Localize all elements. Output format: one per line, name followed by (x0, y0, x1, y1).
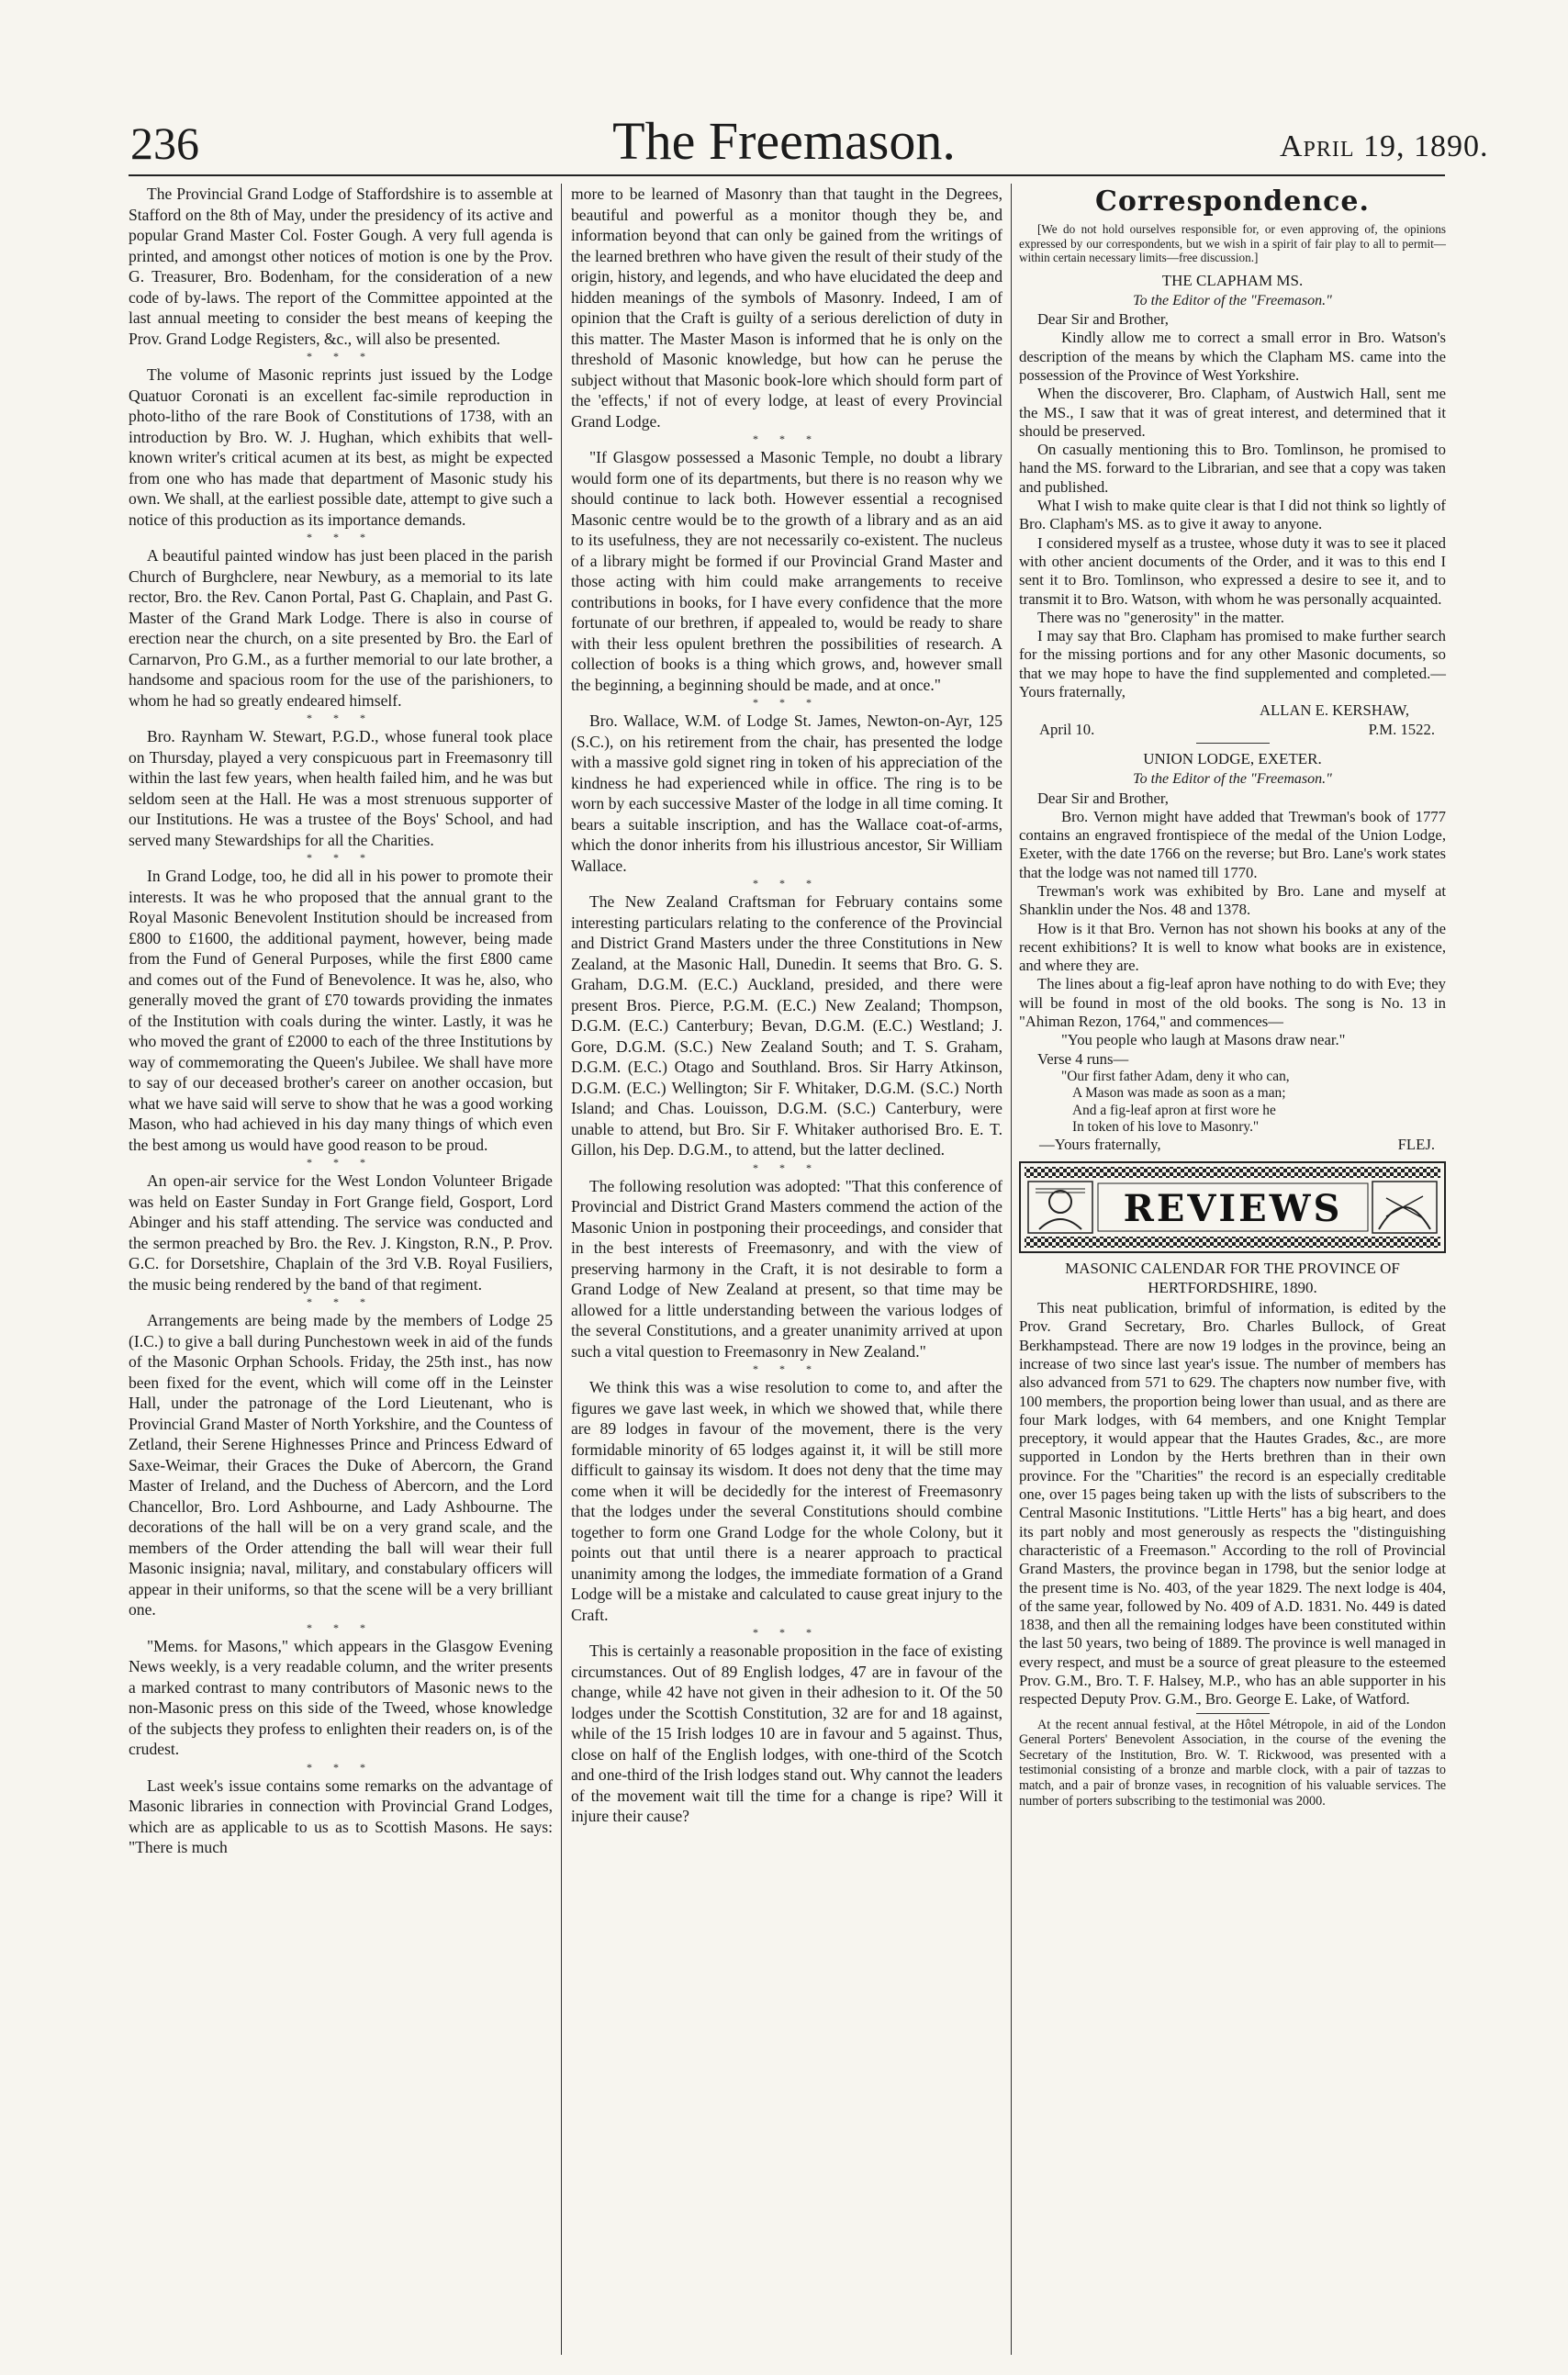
article-paragraph: A beautiful painted window has just been placed in the parish Church of Burghclere, near Newbury, as a memorial to its late rector, Bro. the Rev. Canon Portal, Past G. Chaplain, and Past G. Master of the Grand Mark Lodge. There is also in course of erection near the church, on a site presented by Bro. the Earl of Carnarvon, Pro G.M., as a further memorial to our late brother, a handsome and spacious room for the use of the parishioners, to whom he had so greatly endeared himself. (129, 546, 553, 710)
section-separator: * * * (753, 877, 821, 890)
letter-signature: FLEJ. (1397, 1136, 1435, 1154)
letter-dateline (1019, 721, 1446, 739)
letter-date: April 10. (1039, 720, 1095, 738)
section-separator: * * * (307, 1156, 375, 1169)
divider (1196, 743, 1270, 744)
column-1 (129, 184, 553, 1858)
column-3 (1019, 184, 1446, 1809)
letter-paragraph: I considered myself as a trustee, whose duty it was to see it placed with other ancient documents of the Order, and it was to this end I sent it to Bro. Tomlinson, who expressed a desire to see it, and to transmit it to Bro. Watson, with whom he was personally acquainted. (1019, 533, 1446, 608)
column-divider (561, 184, 562, 2355)
divider (1196, 1713, 1270, 1714)
article-paragraph: The following resolution was adopted: "That this conference of Provincial and District Grand Masters commend the action of the Masonic Union in postponing their proceedings, and consider that in the best interests of Freemasonry, and with the view of preserving harmony in the Craft, it is not desirable to form a Grand Lodge of New Zealand at present, so that time may be allowed for a little understanding between the various lodges of the several Constitutions, and a greater unanimity arrived at upon such a vital question to Freemasonry in New Zealand." (571, 1176, 1002, 1361)
letter-paragraph: There was no "generosity" in the matter. (1037, 608, 1284, 626)
reviews-banner-label: REVIEWS (1123, 1187, 1343, 1231)
article-paragraph: "Mems. for Masons," which appears in the Glasgow Evening News weekly, is a very readable column, and the writer presents a marked contrast to many contributors of Masonic news to the non-Masonic press on this side of the Tweed, whose knowledge of the subjects they profess to enlighten their readers on, is of the crudest. (129, 1636, 553, 1758)
article-paragraph: Last week's issue contains some remarks on the advantage of Masonic libraries in connection with Provincial Grand Lodges, which are as applicable to us as to Scottish Masons. He says: "There is much (129, 1776, 553, 1856)
letter-signature: ALLAN E. KERSHAW, (1259, 701, 1409, 720)
letter-paragraph: Bro. Vernon might have added that Trewman's book of 1777 contains an engraved frontispiece of the medal of the Union Lodge, Exeter, with the date 1766 on the reverse; but Bro. Lane's work states that the lodge was not named till 1770. (1019, 807, 1446, 881)
editorial-notice: [We do not hold ourselves responsible for, or even approving of, the opinions expressed by our correspondents, but we wish in a spirit of fair play to all to permit—within certain necessary limits—free discussion.] (1019, 222, 1446, 264)
section-separator: * * * (753, 1362, 821, 1375)
review-body: This neat publication, brimful of information, is edited by the Prov. Grand Secretary, Bro. Charles Bullock, of Great Berkhampstead. There are now 19 lodges in the province, being an increase of two since last year's issue. The number of members has also advanced from 571 to 629. The chapters now number five, with 100 members, the proportion being lower than usual, and as there are four Mark lodges, with 64 members, and one Knight Templar preceptory, it would appear that the Hautes Grades, &c., are more supported in London by the Herts brethren than in their own province. For the "Charities" the record is an especially creditable one, over 15 pages being taken up with the lists of subscribers to the Central Masonic Institutions. "Little Herts" has a big heart, and does its part nobly and most generously as respects the "distinguishing characteristic of a Freemason." According to the roll of Provincial Grand Masters, the province began in 1798, but the senior lodge at the present time is No. 403, of the year 1829. The next lodge is 404, of the same year, followed by No. 409 of A.D. 1831. No. 449 is dated 1838, and then all the remaining lodges have been constituted within the last 50 years, two being of 1889. The province is well managed in every respect, and must be a source of great pleasure to the esteemed Prov. G.M., Bro. T. F. Halsey, M.P., who has an able supporter in his respected Deputy Prov. G.M., Bro. George E. Lake, of Watford. (1019, 1299, 1446, 1708)
letter-salutation: Dear Sir and Brother, (1037, 789, 1169, 807)
section-separator: * * * (307, 531, 375, 543)
article-paragraph: Bro. Raynham W. Stewart, P.G.D., whose funeral took place on Thursday, played a very conspicuous part in Freemasonry till within the last few years, when health failed him, and he was but seldom seen at the Hall. He was a most strenuous supporter of our Institutions. He was a trustee of the Boys' School, and had served many Stewardships for all the Charities. (129, 727, 553, 849)
newspaper-title: The Freemason. (612, 111, 956, 171)
letter-addressee: To the Editor of the "Freemason." (1133, 292, 1332, 308)
article-paragraph: Arrangements are being made by the members of Lodge 25 (I.C.) to give a ball during Punchestown week in aid of the funds of the Masonic Orphan Schools. Friday, the 25th inst., has now been fixed for the event, which will come off in the Leinster Hall, under the patronage of the Lord Lieutenant, who is Provincial Grand Master of North Yorkshire, and the Countess of Zetland, their Serene Highnesses Prince and Princess Edward of Saxe-Weimar, their Graces the Duke of Abercorn, the Grand Master of Ireland, and the Duchess of Abercorn, and the Lord Chancellor, Bro. Lord Ashbourne, and Lady Ashbourne. The decorations of the hall will be on a very grand scale, and the members of the Order attending the ball will wear their full Masonic insignia; naval, military, and constabulary officers will appear in their uniforms, so that the scene will be a very brilliant one. (129, 1311, 553, 1619)
letter-paragraph: When the discoverer, Bro. Clapham, of Austwich Hall, sent me the MS., I saw that it was of great interest, and determined that it should be preserved. (1019, 385, 1446, 440)
reviews-banner (1019, 1161, 1446, 1253)
news-note: At the recent annual festival, at the Hôtel Métropole, in aid of the London General Porters' Benevolent Association, in the course of the evening the Secretary of the Institution, Bro. W. T. Rickwood, was presented with a testimonial consisting of a bronze and marble clock, with a pair of tazzas to match, and a pair of bronze vases, in recognition of his valuable services. The number of porters subscribing to the testimonial was 2000. (1019, 1717, 1446, 1809)
letter-title: UNION LODGE, EXETER. (1143, 749, 1322, 767)
ornament-left-icon (1028, 1182, 1092, 1233)
column-divider (1011, 184, 1012, 2355)
article-paragraph: We think this was a wise resolution to come to, and after the figures we gave last week, in which we showed that, while there are 89 lodges in favour of the movement, there is the very formidable minority of 65 lodges against it, it will be still more difficult to gainsay its wisdom. It does not deny that the time may come when it will be decidedly for the interest of Freemasonry that the lodges under the several Constitutions should combine together to form one Grand Lodge for the whole Colony, but it points out that until there is a nearer approach to practical unanimity among the lodges, the immediate formation of a Grand Lodge will be a mistake and calculated to cause great injury to the Craft. (571, 1378, 1002, 1624)
section-separator: * * * (307, 851, 375, 864)
letter-paragraph: Kindly allow me to correct a small error in Bro. Watson's description of the means by which the Clapham MS. came into the possession of the Province of West Yorkshire. (1019, 329, 1446, 384)
article-paragraph: This is certainly a reasonable proposition in the face of existing circumstances. Out of 89 English lodges, 47 are in favour of the change, while 42 have not given in their adhesion to it. Of the 50 lodges under the Scottish Constitution, 32 are for and 18 against, while of the 15 Irish lodges 10 are in favour and 5 against. Thus, close on half of the English lodges, with one-third of the Scotch and one-third of the Irish lodges stand out. Why cannot the leaders of the movement wait till the time for a change is ripe? Will it injure their cause? (571, 1641, 1002, 1825)
masthead (0, 0, 1568, 184)
section-separator: * * * (307, 1295, 375, 1308)
section-separator: * * * (753, 1160, 821, 1174)
article-paragraph: The Provincial Grand Lodge of Staffordshire is to assemble at Stafford on the 8th of May, under the presidency of its active and popular Grand Master Col. Foster Gough. A very full agenda is printed, and amongst other notices of motion is one by the Prov. G. Treasurer, Bro. Bodenham, for the consideration of a new code of by-laws. The report of the Committee appointed at the last annual meeting to consider the best means of keeping the Prov. Grand Lodge Registers, &c., will also be presented. (129, 185, 553, 348)
section-separator: * * * (753, 696, 821, 709)
section-separator: * * * (307, 1620, 375, 1634)
ornament-right-icon (1372, 1182, 1437, 1233)
article-paragraph: An open-air service for the West London Volunteer Brigade was held on Easter Sunday in Fort Grange field, Gosport, Lord Abinger and his staff attending. The service was conducted and the sermon preached by Bro. the Rev. J. Kingston, R.N., P. Prov. G.C. for Dorsetshire, Chaplain of the 3rd V.B. Royal Fusiliers, the music being rendered by the band of that regiment. (129, 1171, 553, 1294)
letter-paragraph: I may say that Bro. Clapham has promised to make further search for the missing portions and for any other Masonic documents, so that we may hope to have the find supplemented and completed.—Yours fraternally, (1019, 627, 1446, 701)
verse-block (1061, 1069, 1446, 1136)
letter-closing: —Yours fraternally, (1039, 1136, 1161, 1154)
article-paragraph: The volume of Masonic reprints just issued by the Lodge Quatuor Coronati is an excellent fac-simile reproduction in photo-litho of the rare Book of Constitutions of 1738, with an introduction by Bro. W. J. Hughan, which exhibits that well-known writer's critical acumen at its best, as might be expected from one who has made that department of Masonic study his own. We shall, at the earliest possible date, attempt to give such a notice of this production as its importance demands. (129, 365, 553, 529)
article-paragraph: The New Zealand Craftsman for February contains some interesting particulars relating to the conference of the Provincial and District Grand Masters under the three Constitutions in New Zealand, at the Masonic Hall, Dunedin. It seems that Bro. G. S. Graham, D.G.M. (E.C.) Auckland, presided, and there were present Bros. Pierce, P.G.M. (E.C.) New Zealand; Thompson, D.G.M. (E.C.) Canterbury; Bevan, D.G.M. (E.C.) Westland; J. Gore, D.G.M. (S.C.) New Zealand South; and T. S. Graham, D.G.M. (E.C.) Otago and Southland. Bros. Sir Harry Atkinson, D.G.M. (E.C.) Wellington; Sir F. Whitaker, D.G.M. (S.C.) North Island; and Chas. Louisson, D.G.M. (S.C.) Canterbury, were unable to attend, but Bro. Sir F. Whitaker authorised Bro. E. T. Gillon, his Dep. D.G.M., to attend, but the latter declined. (571, 892, 1002, 1159)
section-separator: * * * (307, 350, 375, 363)
section-separator: * * * (307, 711, 375, 724)
article-paragraph: Bro. Wallace, W.M. of Lodge St. James, Newton-on-Ayr, 125 (S.C.), on his retirement from the chair, has presented the lodge with a massive gold signet ring in token of his appreciation of the kindness he had experienced while in office. The ring is to be worn by each successive Master of the lodge in all time coming. It bears a suitable inscription, and has the Wallace coat-of-arms, which the donor inherits from his illustrious ancestor, Sir William Wallace. (571, 711, 1002, 875)
review-title: MASONIC CALENDAR FOR THE PROVINCE OF HERTFORDSHIRE, 1890. (1065, 1260, 1400, 1296)
verse-line: A Mason was made as soon as a man; (1072, 1085, 1286, 1102)
letter-paragraph: What I wish to make quite clear is that I did not think so lightly of Bro. Clapham's MS. as to give it away to anyone. (1019, 497, 1446, 533)
letter-addressee: To the Editor of the "Freemason." (1133, 771, 1332, 788)
verse-line: In token of his love to Masonry." (1072, 1118, 1260, 1135)
masthead-rule (129, 174, 1445, 176)
verse-intro: Verse 4 runs— (1037, 1049, 1129, 1068)
letter-salutation: Dear Sir and Brother, (1037, 310, 1169, 329)
correspondence-heading: Correspondence. (1095, 185, 1370, 218)
section-separator: * * * (753, 432, 821, 445)
section-separator: * * * (753, 1626, 821, 1639)
letter-title: THE CLAPHAM MS. (1161, 271, 1304, 289)
letter-paragraph: How is it that Bro. Vernon has not shown his books at any of the recent exhibitions? It is well to know what books are in existence, and where they are. (1019, 919, 1446, 975)
letter-closing-line (1019, 1136, 1446, 1154)
column-2 (571, 184, 1002, 1827)
page-number: 236 (130, 118, 199, 169)
verse-line: "Our first father Adam, deny it who can, (1061, 1068, 1290, 1084)
article-paragraph: In Grand Lodge, too, he did all in his power to promote their interests. It was he who proposed that the annual grant to the Royal Masonic Benevolent Institution should be increased from £800 to £1600, the additional payment, however, being made from the Fund of General Purposes, while the first £800 came and comes out of the Fund of Benevolence. It was he, also, who generally moved the grant of £70 towards providing the inmates of the Institution with coals during the winter. Lastly, it was he who moved the grant of £2000 to each of the three Institutions by way of commemorating the Queen's Jubilee. We shall have more to say of our deceased brother's career on another occasion, but what we have said will serve to show that he was a good working Mason, who had achieved in his day many things of which even the best among us would have good reason to be proud. (129, 867, 553, 1154)
letter-rank: P.M. 1522. (1368, 720, 1435, 738)
letter-paragraph: Trewman's work was exhibited by Bro. Lane and myself at Shanklin under the Nos. 48 and 1378. (1019, 882, 1446, 919)
issue-date: April 19, 1890. (1280, 129, 1489, 163)
verse-line: And a fig-leaf apron at first wore he (1072, 1102, 1276, 1118)
article-paragraph: "If Glasgow possessed a Masonic Temple, no doubt a library would form one of its departments, but there is no reason why we should continue to lack both. However essential a recognised Masonic centre would be to the growth of a library and as an aid to its usefulness, they are not necessarily co-existent. The nucleus of a library might be formed if our Provincial Grand Master and those acting with him could make arrangements to receive contributions in books, for I have every confidence that the more fortunate of our brethren, if appealed to, would be ready to share with their less opulent brethren the possibilities of research. A collection of books is a thing which grows, and, however small the beginning, a beginning should be made, and at once." (571, 448, 1002, 694)
article-paragraph: more to be learned of Masonry than that taught in the Degrees, beautiful and powerful as a monitor though they be, and information beyond that can only be gained from the writings of the learned brethren who have given the result of their study of the origin, history, and legends, and who have elucidated the deep and hidden meanings of the symbols of Masonry. Indeed, I am of opinion that the Craft is guilty of a serious dereliction of duty in this matter. The Master Mason is informed that he is only on the threshold of Masonic knowledge, but how can he peruse the subject without that Masonic book-lore which should form part of the 'effects,' if not of every lodge, at least of every Provincial Grand Lodge. (571, 185, 1002, 431)
section-separator: * * * (307, 1760, 375, 1774)
letter-paragraph: On casually mentioning this to Bro. Tomlinson, he promised to hand the MS. forward to the Librarian, and see that a copy was taken and published. (1019, 441, 1446, 496)
letter-paragraph: The lines about a fig-leaf apron have nothing to do with Eve; they will be found in most of the old books. The song is No. 13 in "Ahiman Rezon, 1764," and commences— (1019, 975, 1446, 1031)
quoted-line: "You people who laugh at Masons draw near." (1061, 1031, 1346, 1049)
